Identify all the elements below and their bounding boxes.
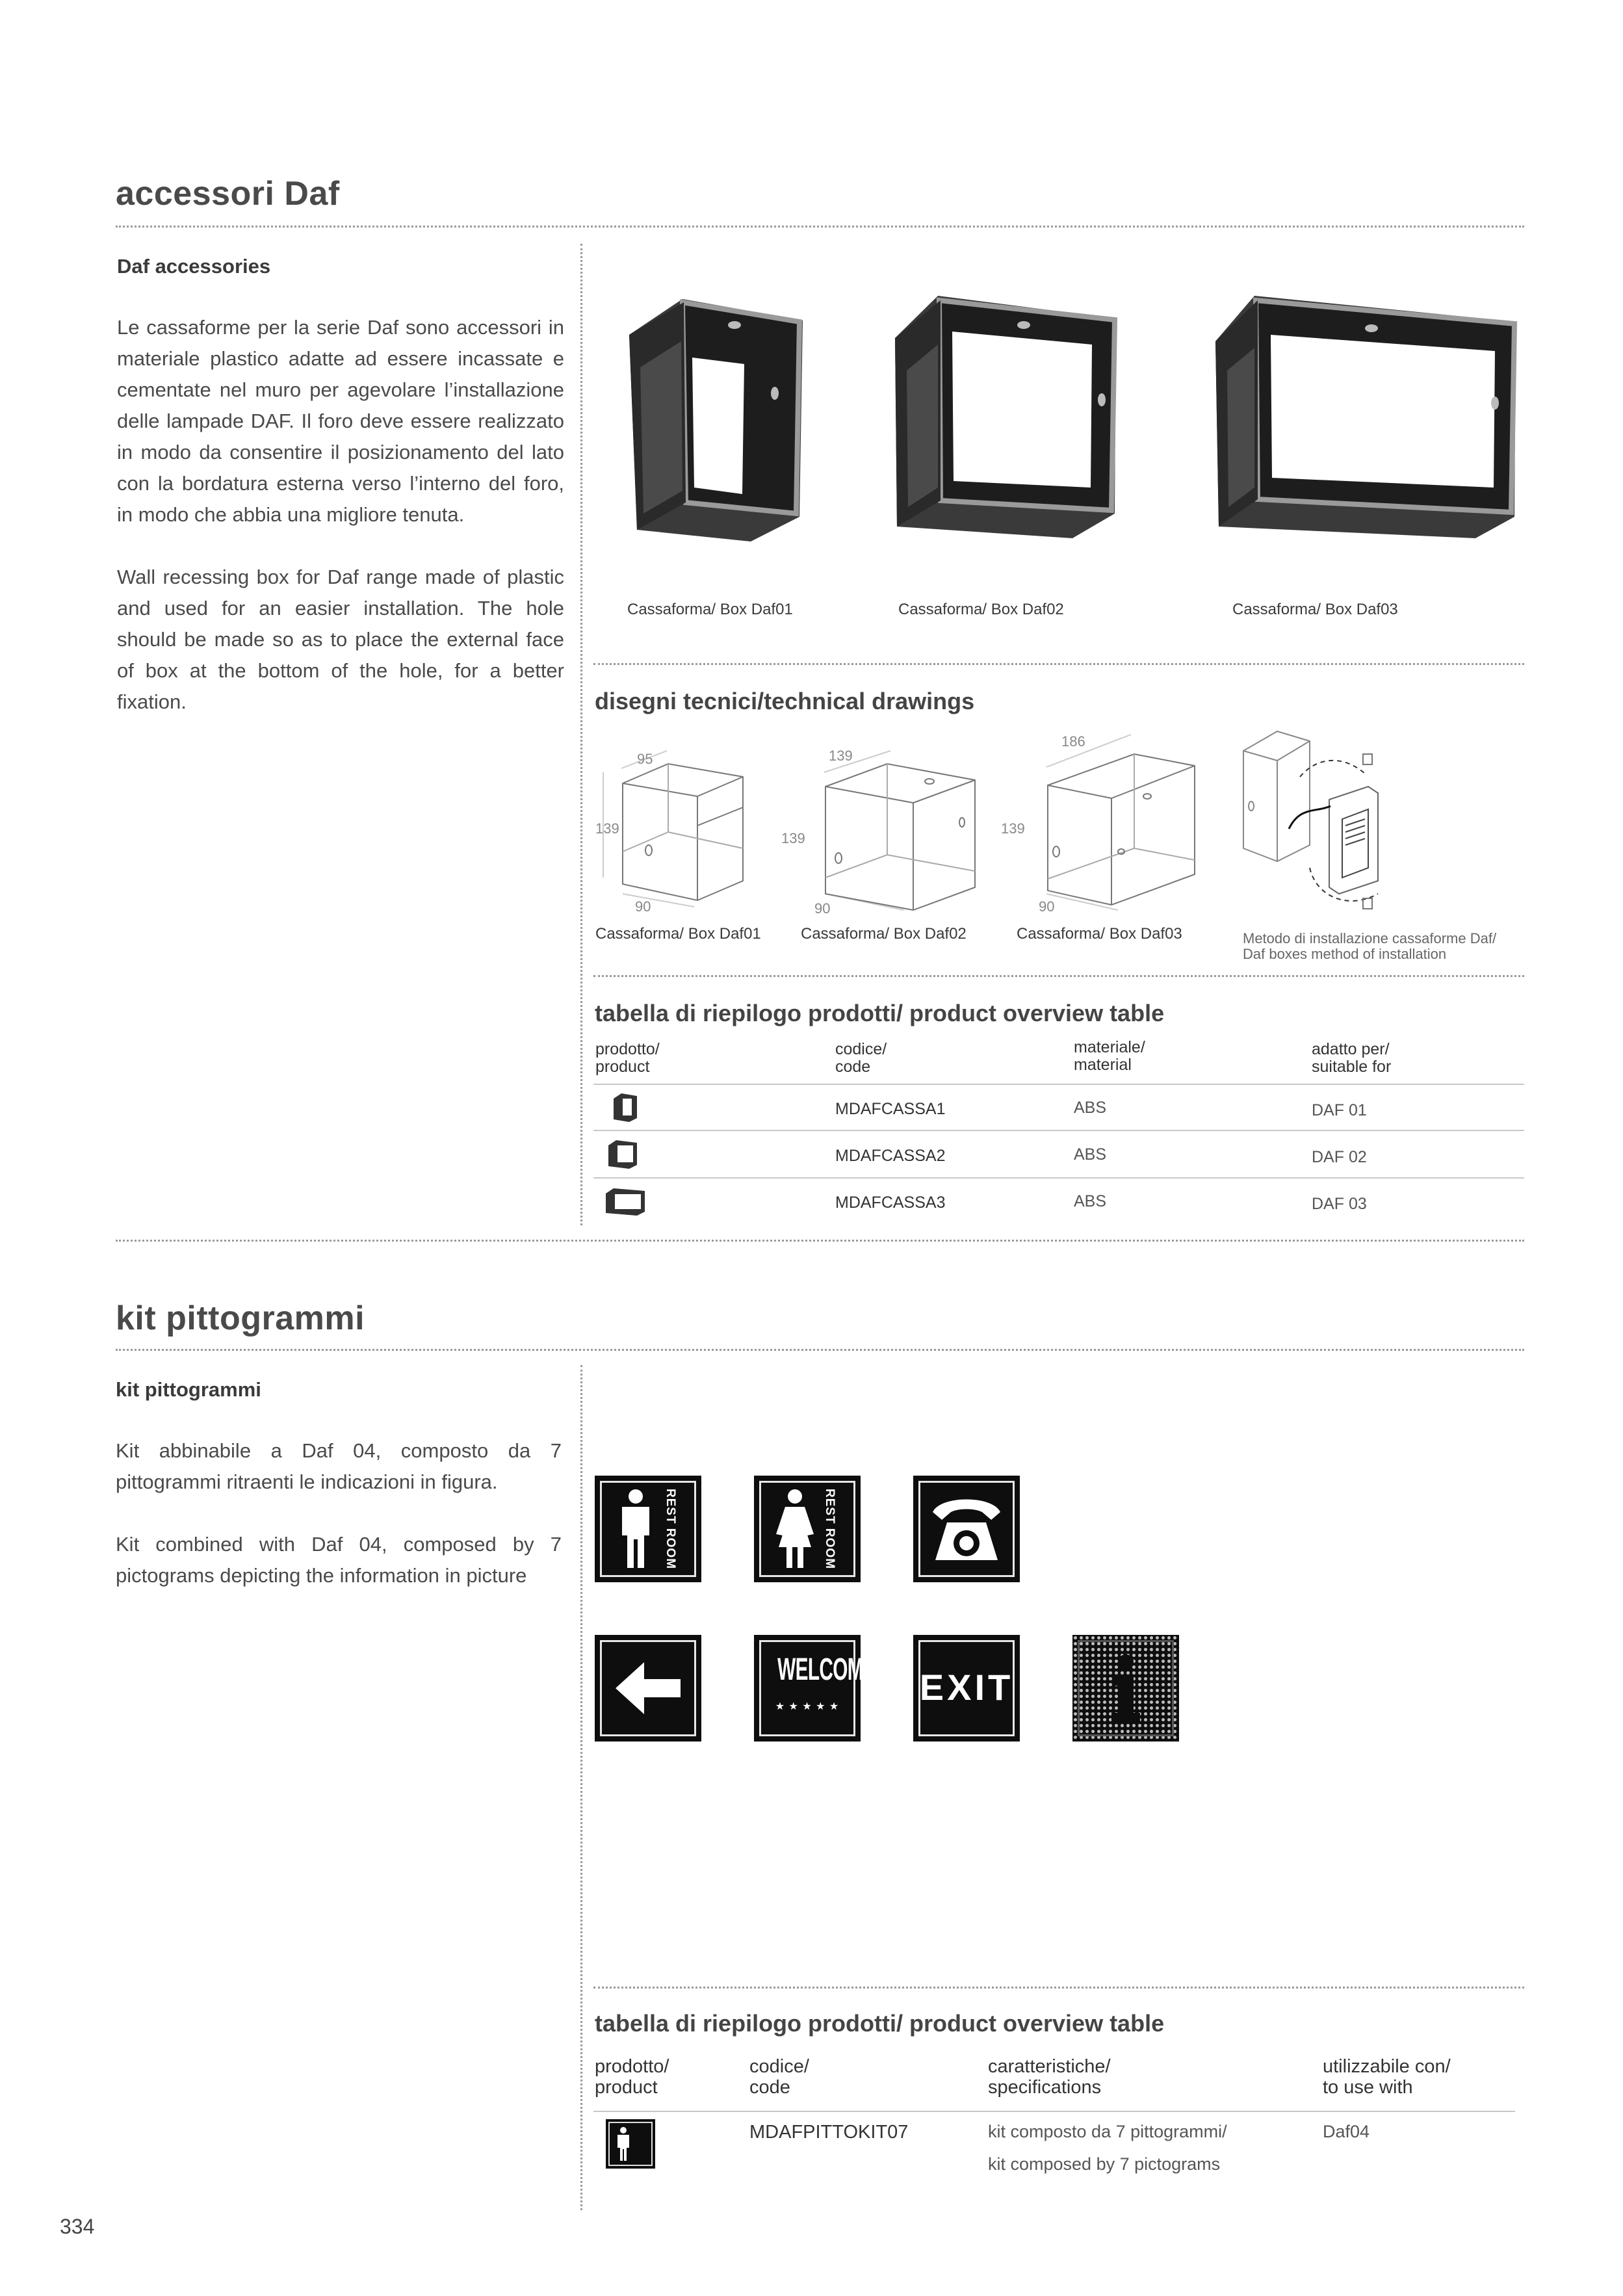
table1-code: MDAFCASSA2 xyxy=(835,1147,946,1165)
man-icon xyxy=(614,2127,633,2161)
dim-daf02-top: 139 xyxy=(829,748,853,764)
product-thumb-daf01 xyxy=(611,1092,640,1123)
photo-caption-daf02: Cassaforma/ Box Daf02 xyxy=(898,601,1064,618)
dim-daf03-height: 139 xyxy=(1001,820,1025,837)
dim-daf01-bottom: 90 xyxy=(635,898,651,915)
divider xyxy=(593,663,1524,665)
telephone-icon xyxy=(928,1490,1006,1568)
table1-material: ABS xyxy=(1074,1192,1107,1210)
dim-daf02-bottom: 90 xyxy=(814,900,831,917)
drawing-daf03 xyxy=(1020,728,1215,917)
description-it: Le cassaforme per la serie Daf sono accessori in materiale plastico adatte ad essere incassate e cementate nel muro per agevolare l’installazione delle lampade DAF. Il foro deve essere realizzato in modo da consentire il posizionamento del lato con la bordatura esterna verso l’interno del foro, in modo che abbia una migliore tenuta. xyxy=(117,316,564,526)
box-daf03-photo xyxy=(1209,293,1521,540)
drawing-daf01 xyxy=(597,748,766,917)
dim-daf03-bottom: 90 xyxy=(1039,898,1055,915)
divider xyxy=(593,975,1524,977)
table2-rule xyxy=(593,2111,1515,2112)
drawing-daf02 xyxy=(799,748,994,917)
table1-header-material: materiale/ material xyxy=(1074,1038,1145,1074)
description-it: Kit abbinabile a Daf 04, composto da 7 pittogrammi ritraenti le indicazioni in figura. xyxy=(116,1439,562,1493)
divider xyxy=(116,226,1524,228)
man-icon xyxy=(606,1489,665,1569)
table1-rule xyxy=(593,1084,1524,1085)
installation-caption-line2: Daf boxes method of installation xyxy=(1243,946,1447,962)
table1-header-product: prodotto/ product xyxy=(595,1040,660,1076)
column-divider xyxy=(580,1365,582,2210)
table2-spec-line2: kit composed by 7 pictograms xyxy=(988,2154,1221,2174)
pictogram-restroom-women xyxy=(754,1476,861,1582)
table2-header-usewith: utilizzabile con/ to use with xyxy=(1323,2056,1451,2098)
description-en: Kit combined with Daf 04, composed by 7 pictograms depicting the information in picture xyxy=(116,1533,562,1587)
table1-title: tabella di riepilogo prodotti/ product overview table xyxy=(595,1000,1165,1026)
pictogram-info xyxy=(1072,1635,1179,1742)
divider xyxy=(116,1349,1524,1351)
table2-header-product: prodotto/ product xyxy=(595,2056,669,2098)
woman-icon xyxy=(766,1489,824,1569)
stars-label: ★ ★ ★ ★ ★ xyxy=(775,1701,840,1712)
table1-rule xyxy=(593,1177,1524,1179)
pictogram-welcome xyxy=(754,1635,876,1742)
divider xyxy=(116,1240,1524,1242)
rest-room-label: REST ROOM xyxy=(823,1488,837,1570)
exit-label: EXIT xyxy=(919,1667,1014,1708)
box-daf01-photo xyxy=(624,296,812,546)
table1-suitable: DAF 02 xyxy=(1312,1148,1367,1166)
table2-header-specs: caratteristiche/ specifications xyxy=(988,2056,1111,2098)
section-subtitle: Daf accessories xyxy=(117,255,271,278)
table2-code: MDAFPITTOKIT07 xyxy=(749,2122,909,2143)
table1-rule xyxy=(593,1130,1524,1131)
drawings-title: disegni tecnici/technical drawings xyxy=(595,688,975,714)
pictogram-restroom-men xyxy=(595,1476,701,1582)
table1-material: ABS xyxy=(1074,1145,1107,1164)
product-thumb-kit xyxy=(606,2119,655,2169)
table1-header-code: codice/ code xyxy=(835,1040,887,1076)
pictogram-telephone xyxy=(913,1476,1020,1582)
description-en: Wall recessing box for Daf range made of plastic and used for an easier installation. The hole should be made so as to place the external face of box at the bottom of the hole, for a better fixation. xyxy=(117,566,564,713)
product-thumb-daf02 xyxy=(606,1139,640,1170)
photo-caption-daf01: Cassaforma/ Box Daf01 xyxy=(627,601,793,618)
column-divider xyxy=(580,244,582,1225)
arrow-left-icon xyxy=(613,1660,683,1717)
divider xyxy=(593,1987,1524,1989)
table1-material: ABS xyxy=(1074,1099,1107,1117)
pictogram-arrow xyxy=(595,1635,701,1742)
table1-suitable: DAF 03 xyxy=(1312,1195,1367,1213)
table1-code: MDAFCASSA3 xyxy=(835,1194,946,1212)
rest-room-label: REST ROOM xyxy=(664,1488,677,1570)
drawing-caption-daf01: Cassaforma/ Box Daf01 xyxy=(595,925,761,943)
section-subtitle: kit pittogrammi xyxy=(116,1378,261,1401)
table2-spec-line1: kit composto da 7 pittogrammi/ xyxy=(988,2122,1227,2141)
table2-header-code: codice/ code xyxy=(749,2056,809,2098)
drawing-caption-daf02: Cassaforma/ Box Daf02 xyxy=(801,925,967,943)
product-thumb-daf03 xyxy=(603,1187,647,1217)
info-icon xyxy=(1106,1654,1145,1723)
box-daf02-photo xyxy=(887,293,1121,540)
dim-daf01-top: 95 xyxy=(637,751,653,767)
installation-caption-line1: Metodo di installazione cassaforme Daf/ xyxy=(1243,930,1497,946)
drawing-caption-daf03: Cassaforma/ Box Daf03 xyxy=(1017,925,1182,943)
dim-daf01-height: 139 xyxy=(595,820,619,837)
table2-usewith: Daf04 xyxy=(1323,2122,1370,2141)
table1-header-suitable: adatto per/ suitable for xyxy=(1312,1040,1392,1076)
table1-code: MDAFCASSA1 xyxy=(835,1100,946,1118)
photo-caption-daf03: Cassaforma/ Box Daf03 xyxy=(1232,601,1398,618)
dim-daf02-height: 139 xyxy=(781,830,805,846)
welcome-label: WELCOME xyxy=(777,1652,876,1687)
installation-drawing xyxy=(1238,728,1401,923)
dim-daf03-top: 186 xyxy=(1061,733,1085,750)
section-title-accessori: accessori Daf xyxy=(116,175,340,213)
table2-title: tabella di riepilogo prodotti/ product overview table xyxy=(595,2010,1165,2037)
section-title-kit: kit pittogrammi xyxy=(116,1299,365,1337)
pictogram-exit xyxy=(913,1635,1020,1742)
table1-suitable: DAF 01 xyxy=(1312,1101,1367,1119)
page-number: 334 xyxy=(60,2215,95,2238)
